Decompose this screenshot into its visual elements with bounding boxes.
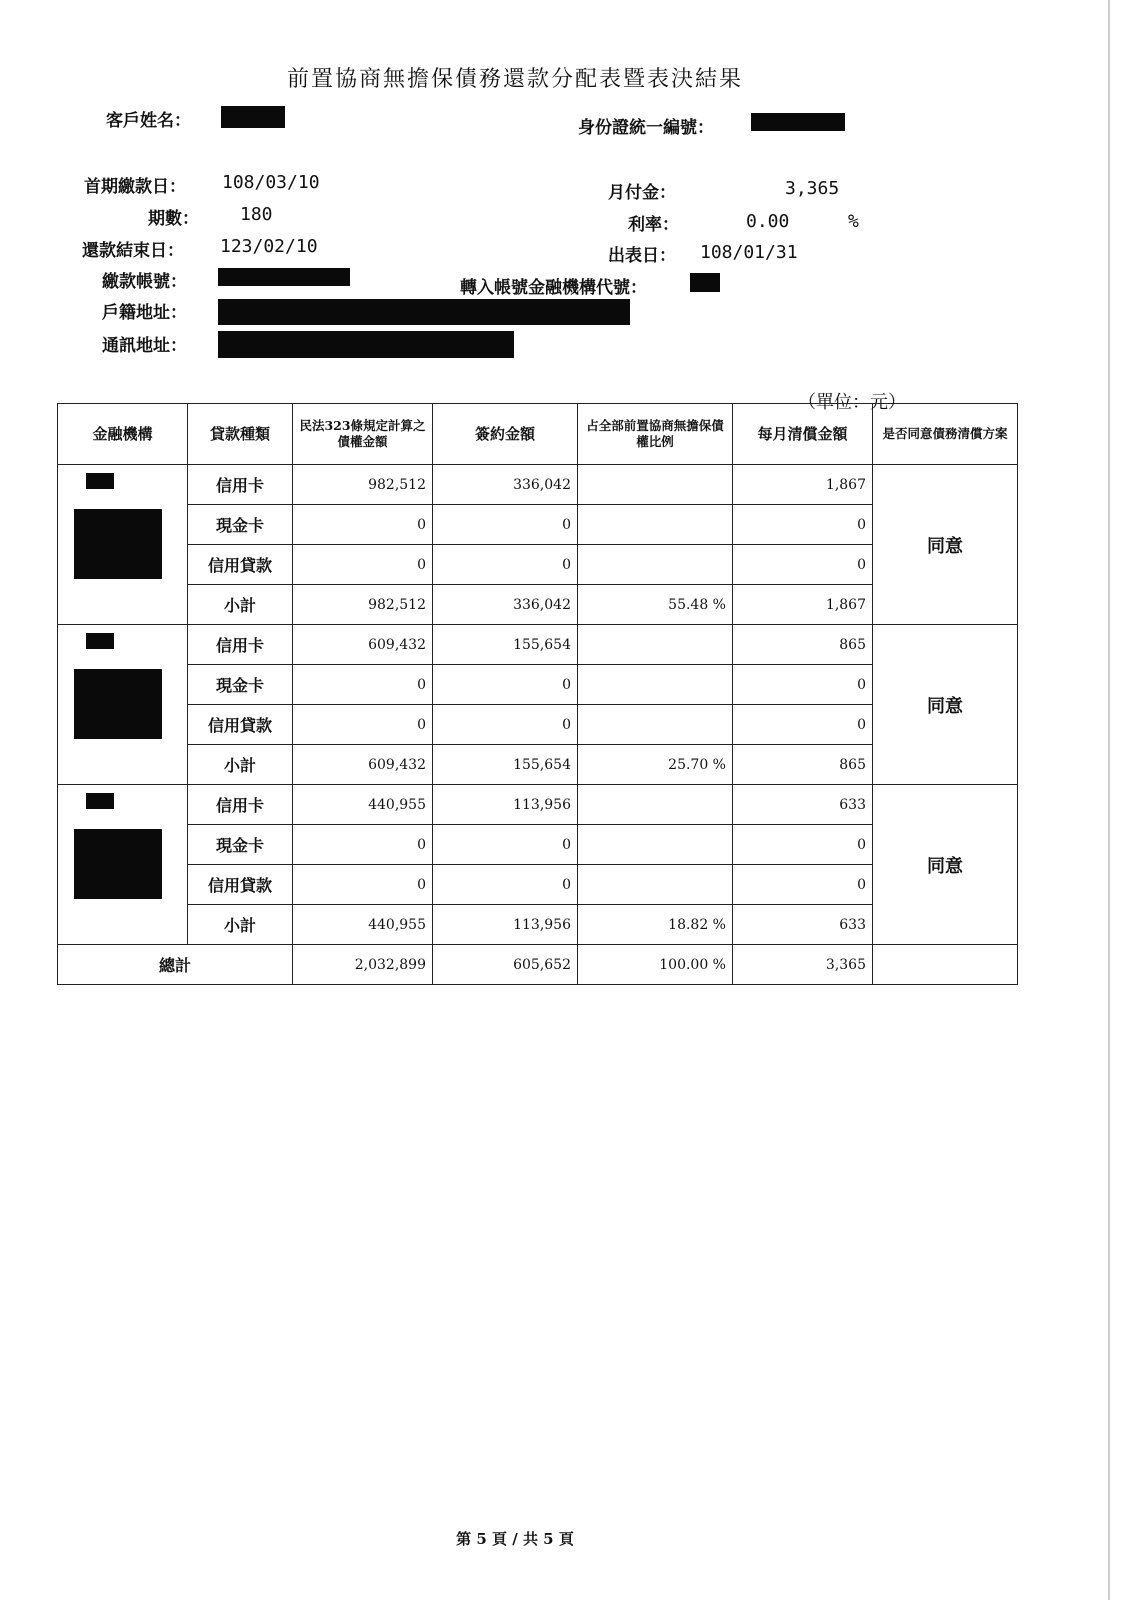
monthly-cell: 865 bbox=[733, 625, 873, 665]
contract-cell: 155,654 bbox=[433, 745, 578, 785]
loan-type-cell: 信用貸款 bbox=[188, 545, 293, 585]
registered-address-redaction bbox=[218, 299, 630, 325]
total-monthly: 3,365 bbox=[733, 945, 873, 985]
claim-cell: 982,512 bbox=[293, 465, 433, 505]
institution-cell bbox=[58, 465, 188, 625]
contract-cell: 113,956 bbox=[433, 905, 578, 945]
monthly-cell: 0 bbox=[733, 665, 873, 705]
loan-type-cell: 現金卡 bbox=[188, 505, 293, 545]
id-number-redaction bbox=[751, 113, 845, 131]
agree-cell: 同意 bbox=[873, 785, 1018, 945]
monthly-cell: 0 bbox=[733, 705, 873, 745]
ratio-cell: 55.48 % bbox=[578, 585, 733, 625]
total-contract: 605,652 bbox=[433, 945, 578, 985]
id-number-label: 身份證統一編號： bbox=[578, 118, 714, 138]
loan-type-cell: 小計 bbox=[188, 585, 293, 625]
first-payment-label: 首期繳款日： bbox=[84, 177, 186, 197]
col-header-monthly-payment: 每月清償金額 bbox=[733, 404, 873, 465]
rate-label: 利率： bbox=[628, 215, 679, 235]
customer-name-redaction bbox=[221, 106, 285, 128]
ratio-cell: 25.70 % bbox=[578, 745, 733, 785]
claim-cell: 440,955 bbox=[293, 785, 433, 825]
first-payment-value: 108/03/10 bbox=[222, 172, 320, 193]
ratio-cell bbox=[578, 705, 733, 745]
monthly-cell: 633 bbox=[733, 905, 873, 945]
institution-cell bbox=[58, 625, 188, 785]
claim-cell: 0 bbox=[293, 545, 433, 585]
account-redaction bbox=[218, 268, 350, 286]
loan-type-cell: 信用貸款 bbox=[188, 865, 293, 905]
account-label: 繳款帳號： bbox=[102, 272, 187, 292]
periods-value: 180 bbox=[240, 204, 273, 225]
claim-cell: 609,432 bbox=[293, 625, 433, 665]
mailing-address-label: 通訊地址： bbox=[102, 336, 187, 356]
ratio-cell: 18.82 % bbox=[578, 905, 733, 945]
loan-type-cell: 現金卡 bbox=[188, 665, 293, 705]
col-header-ratio: 占全部前置協商無擔保債權比例 bbox=[578, 404, 733, 465]
monthly-cell: 1,867 bbox=[733, 465, 873, 505]
institution-cell bbox=[58, 785, 188, 945]
contract-cell: 0 bbox=[433, 665, 578, 705]
monthly-label: 月付金： bbox=[608, 183, 676, 203]
loan-type-cell: 現金卡 bbox=[188, 825, 293, 865]
contract-cell: 336,042 bbox=[433, 465, 578, 505]
table-row bbox=[58, 785, 1018, 825]
monthly-cell: 1,867 bbox=[733, 585, 873, 625]
periods-label: 期數： bbox=[148, 209, 199, 229]
contract-cell: 0 bbox=[433, 505, 578, 545]
distribution-table bbox=[57, 403, 1018, 985]
monthly-cell: 0 bbox=[733, 825, 873, 865]
rate-value: 0.00 bbox=[746, 211, 790, 232]
table-header-row bbox=[58, 404, 1018, 465]
contract-cell: 336,042 bbox=[433, 585, 578, 625]
mailing-address-redaction bbox=[218, 331, 514, 358]
claim-cell: 440,955 bbox=[293, 905, 433, 945]
contract-cell: 113,956 bbox=[433, 785, 578, 825]
claim-cell: 0 bbox=[293, 705, 433, 745]
contract-cell: 0 bbox=[433, 865, 578, 905]
bank-code-label: 轉入帳號金融機構代號： bbox=[460, 278, 647, 298]
col-header-claim-amount: 民法323條規定計算之債權金額 bbox=[293, 404, 433, 465]
total-claim: 2,032,899 bbox=[293, 945, 433, 985]
table-row bbox=[58, 625, 1018, 665]
ratio-cell bbox=[578, 545, 733, 585]
monthly-cell: 865 bbox=[733, 745, 873, 785]
bank-code-redaction bbox=[690, 273, 720, 292]
ratio-cell bbox=[578, 865, 733, 905]
claim-cell: 0 bbox=[293, 665, 433, 705]
issue-date-value: 108/01/31 bbox=[700, 242, 798, 263]
claim-cell: 0 bbox=[293, 865, 433, 905]
col-header-institution: 金融機構 bbox=[58, 404, 188, 465]
loan-type-cell: 小計 bbox=[188, 905, 293, 945]
col-header-contract-amount: 簽約金額 bbox=[433, 404, 578, 465]
registered-address-label: 戶籍地址： bbox=[102, 303, 187, 323]
ratio-cell bbox=[578, 465, 733, 505]
claim-cell: 0 bbox=[293, 505, 433, 545]
col-header-loan-type: 貸款種類 bbox=[188, 404, 293, 465]
ratio-cell bbox=[578, 785, 733, 825]
total-ratio: 100.00 % bbox=[578, 945, 733, 985]
agree-cell: 同意 bbox=[873, 625, 1018, 785]
contract-cell: 0 bbox=[433, 705, 578, 745]
customer-name-label: 客戶姓名： bbox=[106, 111, 191, 131]
monthly-value: 3,365 bbox=[785, 178, 840, 199]
col-header-agree: 是否同意債務清償方案 bbox=[873, 404, 1018, 465]
agree-cell: 同意 bbox=[873, 465, 1018, 625]
contract-cell: 0 bbox=[433, 545, 578, 585]
institution-redaction bbox=[64, 473, 181, 623]
issue-date-label: 出表日： bbox=[608, 246, 676, 266]
claim-cell: 609,432 bbox=[293, 745, 433, 785]
loan-type-cell: 信用卡 bbox=[188, 785, 293, 825]
loan-type-cell: 信用卡 bbox=[188, 625, 293, 665]
loan-type-cell: 小計 bbox=[188, 745, 293, 785]
monthly-cell: 633 bbox=[733, 785, 873, 825]
contract-cell: 0 bbox=[433, 825, 578, 865]
loan-type-cell: 信用卡 bbox=[188, 465, 293, 505]
rate-unit: % bbox=[848, 211, 859, 232]
claim-cell: 0 bbox=[293, 825, 433, 865]
total-agree-empty bbox=[873, 945, 1018, 985]
page-title: 前置協商無擔保債務還款分配表暨表決結果 bbox=[286, 67, 743, 92]
institution-redaction bbox=[64, 793, 181, 943]
ratio-cell bbox=[578, 825, 733, 865]
ratio-cell bbox=[578, 625, 733, 665]
end-date-value: 123/02/10 bbox=[220, 236, 318, 257]
total-row bbox=[58, 945, 1018, 985]
claim-cell: 982,512 bbox=[293, 585, 433, 625]
end-date-label: 還款結束日： bbox=[82, 241, 184, 261]
total-label: 總計 bbox=[58, 945, 293, 985]
monthly-cell: 0 bbox=[733, 505, 873, 545]
scan-edge-line bbox=[1108, 0, 1110, 1600]
contract-cell: 155,654 bbox=[433, 625, 578, 665]
page-footer: 第 5 頁 / 共 5 頁 bbox=[456, 1530, 574, 1548]
monthly-cell: 0 bbox=[733, 865, 873, 905]
institution-redaction bbox=[64, 633, 181, 783]
ratio-cell bbox=[578, 505, 733, 545]
loan-type-cell: 信用貸款 bbox=[188, 705, 293, 745]
monthly-cell: 0 bbox=[733, 545, 873, 585]
table-row bbox=[58, 465, 1018, 505]
ratio-cell bbox=[578, 665, 733, 705]
unit-note: （單位：元） bbox=[798, 392, 906, 413]
